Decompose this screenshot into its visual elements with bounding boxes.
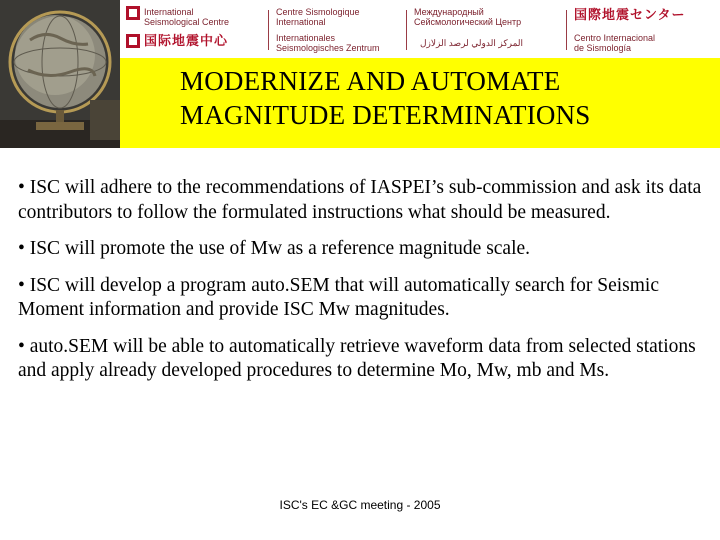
bullet-item: • ISC will adhere to the recommendations of IASPEI’s sub-commission and ask its data contributors to follow the formulated instructions what should be measured.	[18, 177, 702, 223]
bullet-item: • ISC will promote the use of Mw as a reference magnitude scale.	[18, 238, 531, 259]
slide-content	[18, 176, 718, 396]
org-name-chinese: 国际地震中心	[144, 33, 229, 48]
separator	[406, 10, 407, 50]
isc-logo-icon	[126, 6, 140, 20]
slide-title-line-1: MODERNIZE AND AUTOMATE	[180, 66, 561, 96]
slide-footer: ISC's EC &GC meeting - 2005	[279, 498, 441, 512]
org-name-french: Centre Sismologique International	[276, 7, 360, 27]
globe-photo	[0, 0, 120, 148]
bullet-item: • ISC will develop a program auto.SEM that will automatically search for Seismic Moment information and provide ISC Mw magnitudes.	[18, 274, 659, 320]
bullet-item: • auto.SEM will be able to automatically retrieve waveform data from selected stations and apply already developed procedures to determine Mo, Mw, mb and Ms.	[18, 335, 696, 381]
isc-logo-icon	[126, 34, 140, 48]
title-box	[120, 58, 720, 148]
separator	[566, 10, 567, 50]
org-name-spanish: Centro Internacional de Sismología	[574, 33, 656, 53]
org-name-english: International Seismological Centre	[144, 7, 230, 27]
org-name-japanese: 国際地震センター	[574, 7, 686, 22]
header-band	[120, 0, 720, 58]
globe-icon	[0, 0, 120, 148]
org-name-russian: Международный Сейсмологический Центр	[414, 7, 522, 27]
slide-title-line-2: MAGNITUDE DETERMINATIONS	[180, 100, 591, 130]
separator	[268, 10, 269, 50]
org-name-german: Internationales Seismologisches Zentrum	[276, 33, 380, 53]
org-name-arabic: المركز الدولي لرصد الزلازل	[420, 38, 524, 48]
